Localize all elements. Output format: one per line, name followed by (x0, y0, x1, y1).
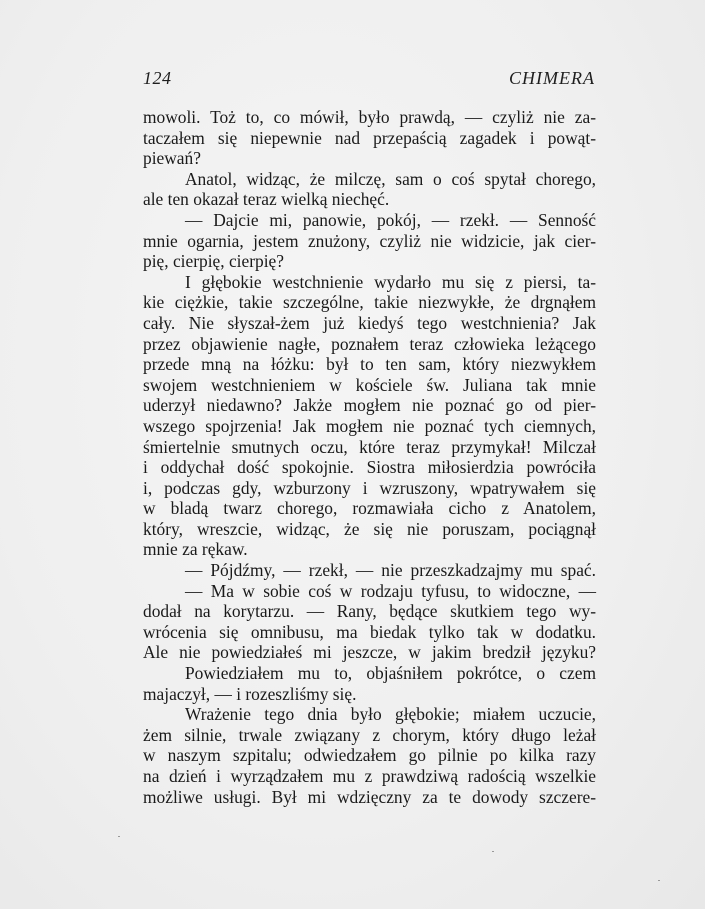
text-line: i oddychał dość spokojnie. Siostra miłosierdzia powróciła (143, 457, 596, 478)
text-line: który, wreszcie, widząc, że się nie poruszam, pociągnął (143, 518, 596, 539)
text-line: Wrażenie tego dnia było głębokie; miałem uczucie, (185, 704, 596, 725)
text-line: I głębokie westchnienie wydarło mu się z piersi, ta- (185, 271, 596, 292)
body-text (143, 107, 596, 807)
text-line: dodał na korytarzu. — Rany, będące skutkiem tego wy- (143, 601, 596, 622)
text-line: w bladą twarz chorego, rozmawiała cicho z Anatolem, (143, 498, 596, 519)
scan-speck (658, 880, 660, 881)
text-line: majaczył, — i rozeszliśmy się. (143, 683, 357, 704)
text-line: — Pójdźmy, — rzekł, — nie przeszkadzajmy mu spać. (185, 560, 596, 581)
text-line: śmiertelnie smutnych oczu, które teraz przymykał! Milczał (143, 436, 596, 457)
running-header (143, 68, 595, 92)
text-line: kie ciężkie, takie szczególne, takie niezwykłe, że drgnąłem (143, 292, 596, 313)
text-line: swojem westchnieniem w kościele św. Juliana tak mnie (143, 374, 596, 395)
text-line: Powiedziałem mu to, objaśniłem pokrótce, o czem (185, 663, 596, 684)
text-line: mnie ogarnia, jestem znużony, czyliż nie widzicie, jak cier- (143, 230, 596, 251)
text-line: cały. Nie słyszał-żem już kiedyś tego westchnienia? Jak (143, 312, 596, 333)
text-line: żem silnie, trwale związany z chorym, który długo leżał (143, 724, 596, 745)
scan-speck (492, 851, 494, 852)
running-title: CHIMERA (509, 68, 595, 88)
text-line: wrócenia się omnibusu, ma biedak tylko tak w dodatku. (143, 621, 596, 642)
text-line: Anatol, widząc, że milczę, sam o coś spytał chorego, (185, 168, 596, 189)
text-line: — Dajcie mi, panowie, pokój, — rzekł. — Senność (185, 209, 596, 230)
text-line: wszego spojrzenia! Jak mogłem nie poznać tych ciemnych, (143, 415, 596, 436)
text-line: możliwe usługi. Był mi wdzięczny za te dowody szczere- (143, 786, 596, 807)
text-line: uderzył niedawno? Jakże mogłem nie poznać go od pier- (143, 395, 596, 416)
text-line: — Ma w sobie coś w rodzaju tyfusu, to widoczne, — (185, 580, 596, 601)
text-line: Ale nie powiedziałeś mi jeszcze, w jakim bredził języku? (143, 642, 596, 663)
text-line: na dzień i wyrządzałem mu z prawdziwą radością wszelkie (143, 766, 596, 786)
text-line: przede mną na łóżku: był to ten sam, który niezwykłem (143, 354, 596, 375)
text-line: przez objawienie nagłe, poznałem teraz człowieka leżącego (143, 333, 596, 354)
text-line: mnie za rękaw. (143, 539, 248, 560)
text-line: taczałem się niepewnie nad przepaścią zagadek i powąt- (143, 127, 596, 148)
text-line: mowoli. Toż to, co mówił, było prawdą, — czyliż nie za- (143, 107, 596, 127)
text-line: i, podczas gdy, wzburzony i wzruszony, wpatrywałem się (143, 477, 596, 498)
text-line: ale ten okazał teraz wielką niechęć. (143, 189, 390, 210)
text-line: w naszym szpitalu; odwiedzałem go pilnie po kilka razy (143, 745, 596, 766)
page-number: 124 (143, 68, 172, 88)
text-line: piewań? (143, 148, 201, 169)
scan-speck (118, 836, 120, 837)
text-line: pię, cierpię, cierpię? (143, 251, 284, 272)
